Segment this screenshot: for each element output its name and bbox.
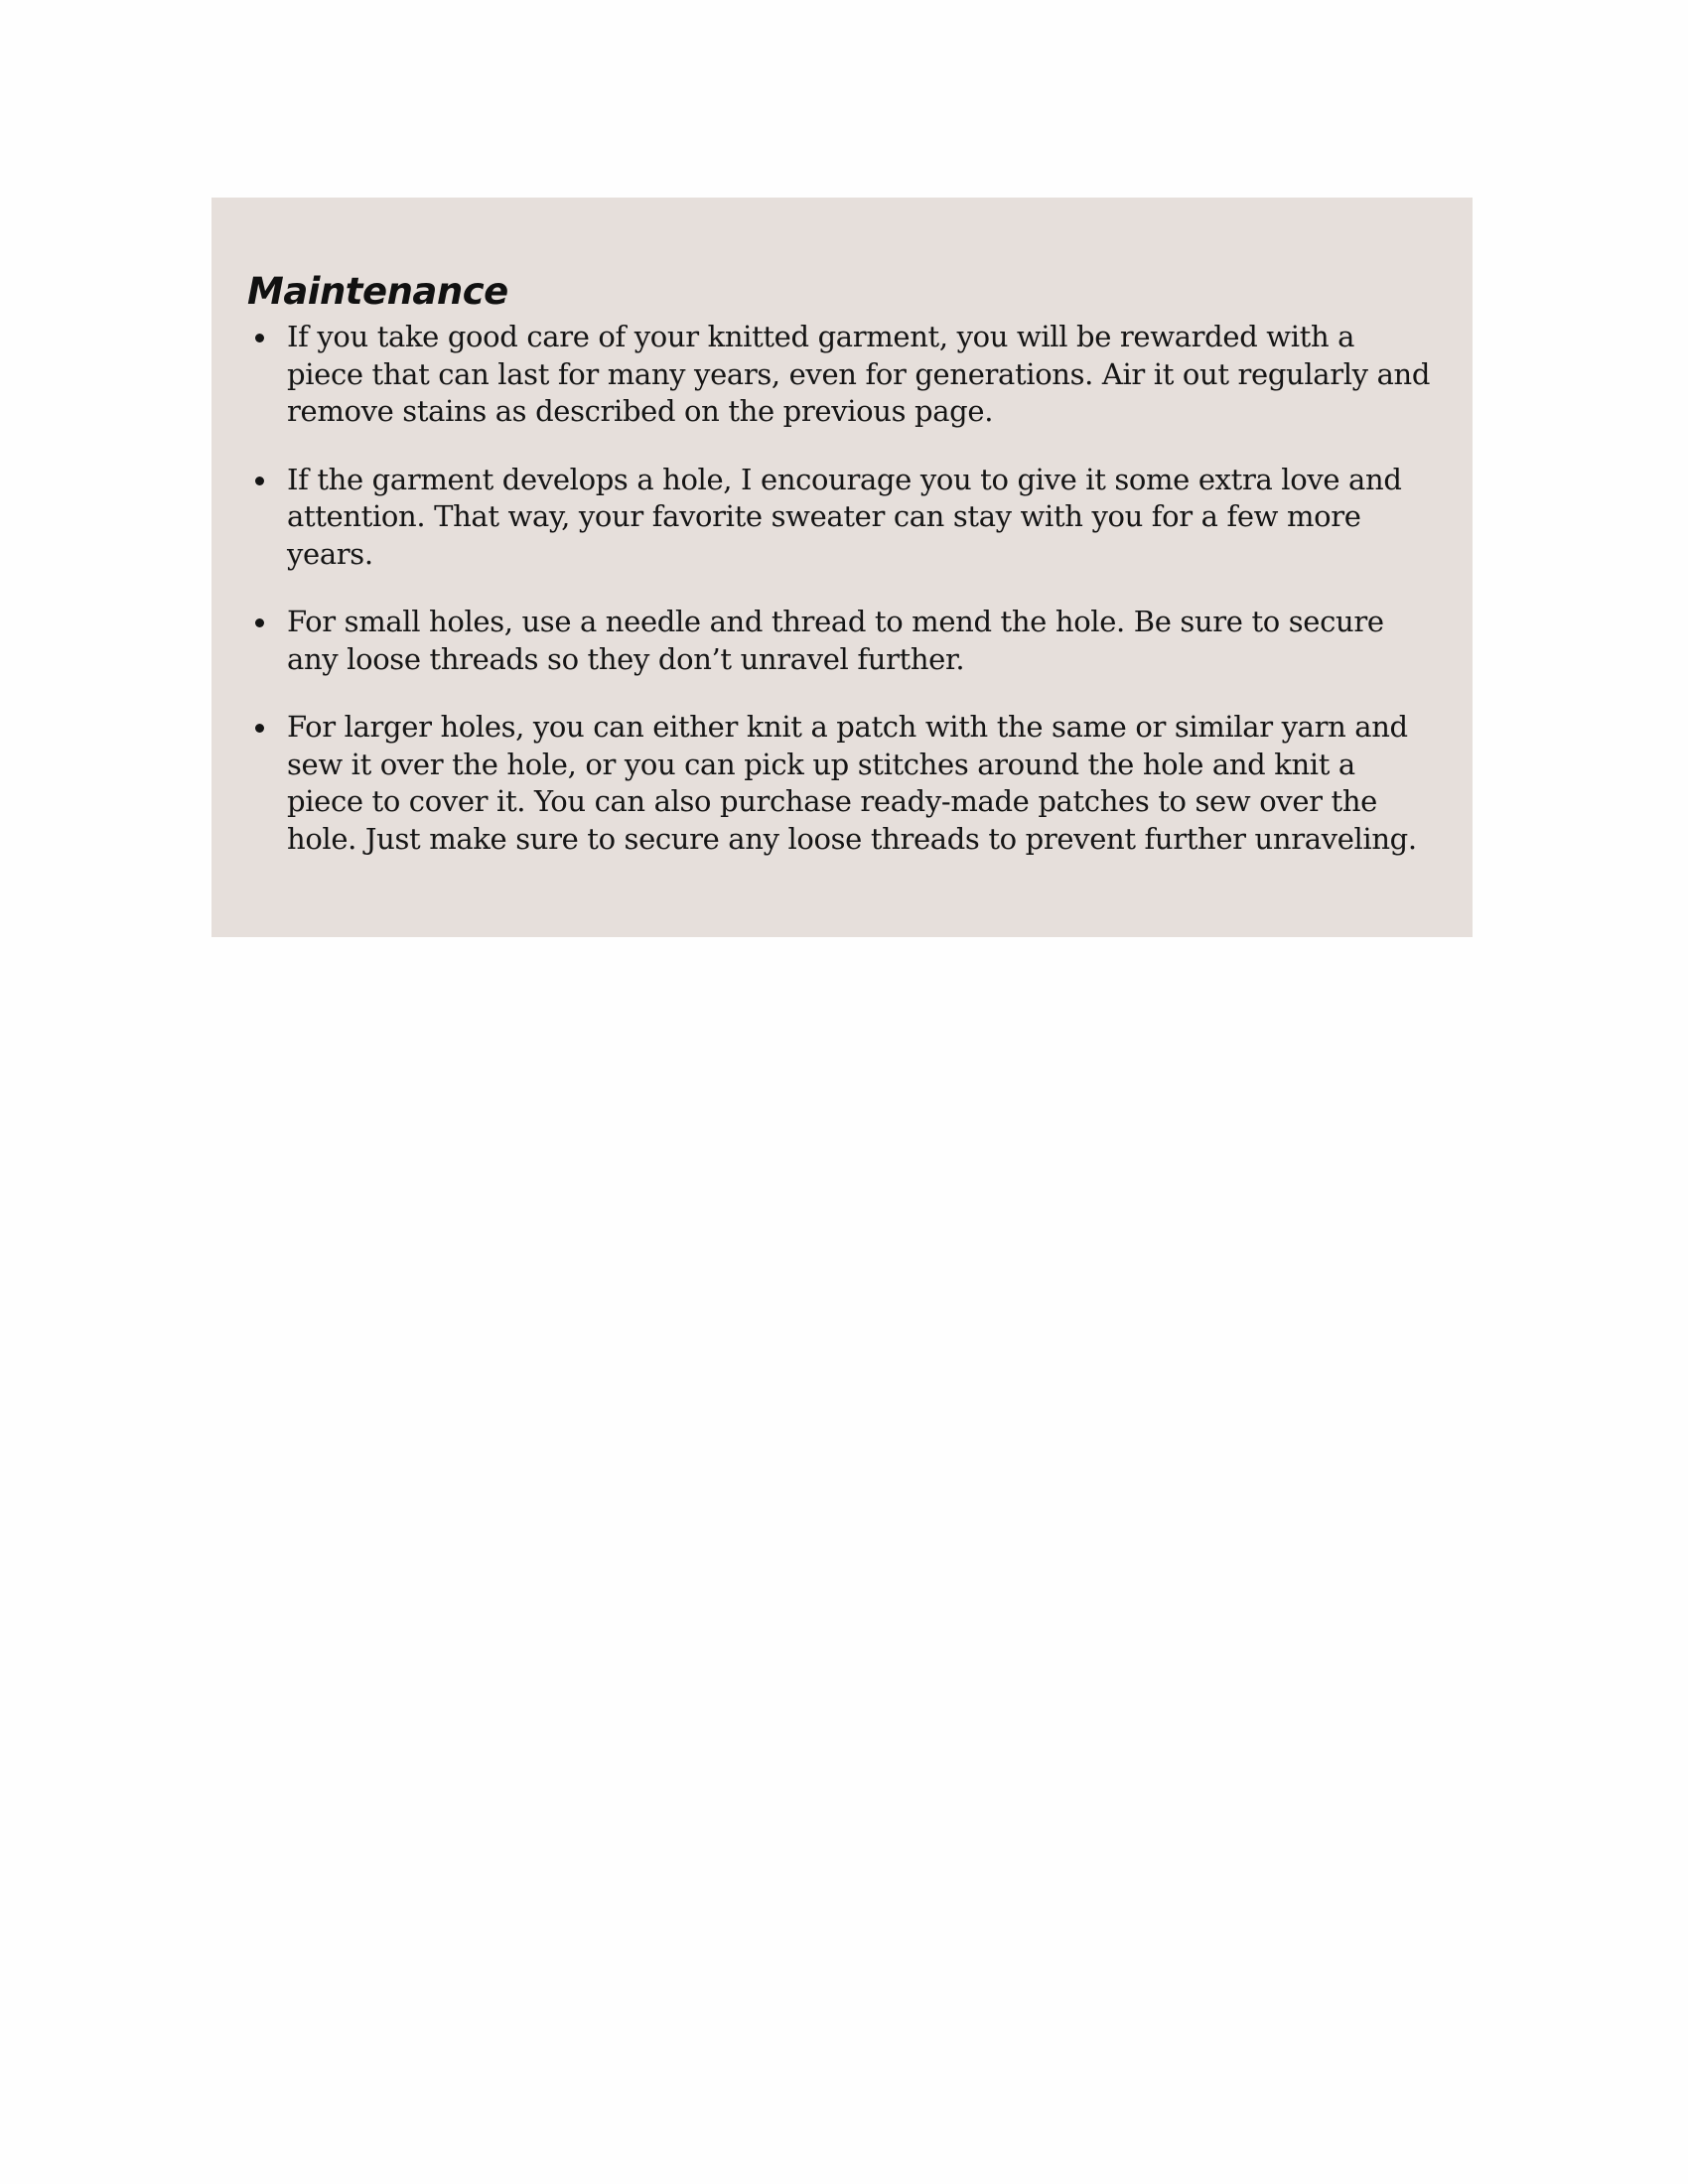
list-item-text: For small holes, use a needle and thread to mend the hole. Be sure to secure any loose threads so they don’t unravel further. (287, 605, 1384, 676)
list-item-text: For larger holes, you can either knit a patch with the same or similar yarn and sew it over the hole, or you can pick up stitches around the hole and knit a piece to cover it. You can also purchase ready-made patches to sew over the hole. Just make sure to secure any loose threads to prevent further unraveling. (287, 710, 1417, 856)
list-item (247, 319, 1433, 431)
maintenance-box (211, 198, 1473, 937)
list-item-text: If the garment develops a hole, I encourage you to give it some extra love and attention. That way, your favorite sweater can stay with you for a few more years. (287, 462, 1402, 571)
section-heading: Maintenance (247, 270, 508, 313)
list-item (247, 462, 1433, 574)
list-item (247, 604, 1433, 678)
list-item-text: If you take good care of your knitted garment, you will be rewarded with a piece that can last for many years, even for generations. Air it out regularly and remove stains as described on the previous page. (287, 320, 1431, 428)
list-item (247, 709, 1433, 858)
bullet-icon (255, 334, 264, 342)
bullet-icon (255, 724, 264, 733)
maintenance-list (247, 319, 1433, 858)
bullet-icon (255, 618, 264, 627)
bullet-icon (255, 477, 264, 485)
